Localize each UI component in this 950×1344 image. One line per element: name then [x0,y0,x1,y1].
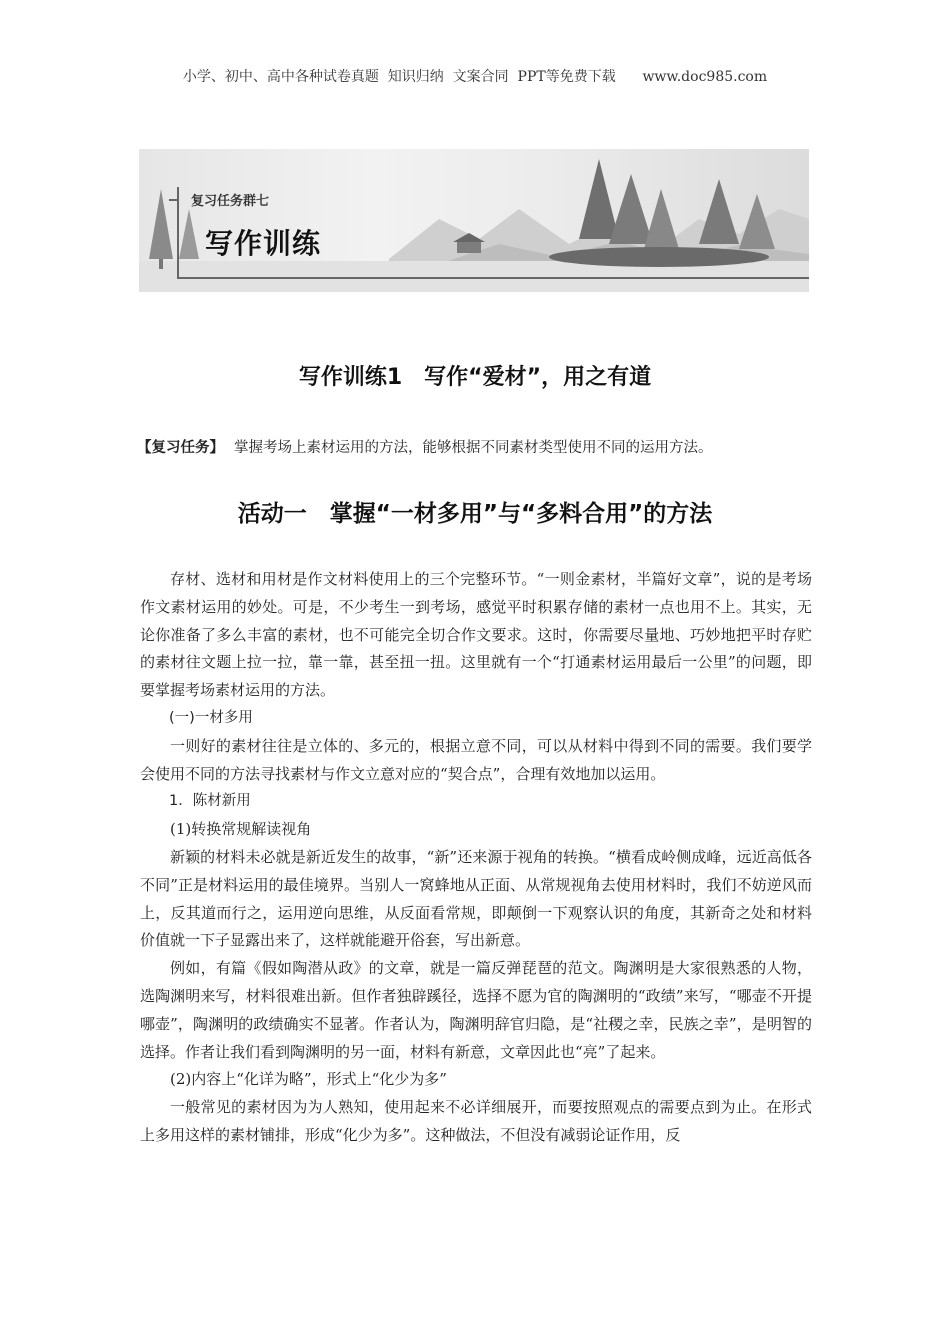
section-heading: 1．陈材新用 [169,793,251,810]
banner-horizontal-rule [177,277,809,279]
chapter-banner [139,149,809,292]
banner-title: 写作训练 [205,227,322,260]
paragraph: 新颖的材料未必就是新近发生的故事，“新”还来源于视角的转换。“横看成岭侧成峰，远近高低各不同”正是材料运用的最佳境界。当别人一窝蜂地从正面、从常规视角去使用材料时，我们不妨逆风而上，反其道而行之，运用逆向思维，从反面看常规，即颠倒一下观察认识的角度，其新奇之处和材料价值就一下子显露出来了，这样就能避开俗套，写出新意。 [140,847,812,950]
subsection-heading: (1)转换常规解读视角 [170,820,312,839]
activity-title: 活动一 掌握“一材多用”与“多料合用”的方法 [237,501,713,527]
paragraph: 存材、选材和用材是作文材料使用上的三个完整环节。“一则金素材，半篇好文章”，说的是考场作文素材运用的妙处。可是，不少考生一到考场，感觉平时积累存储的素材一点也用不上。其实，无论你准备了多么丰富的素材，也不可能完全切合作文要求。这时，你需要尽量地、巧妙地把平时存贮的素材往文题上拉一拉，靠一靠，甚至扭一扭。这里就有一个“打通素材运用最后一公里”的问题，即要掌握考场素材运用的方法。 [140,570,812,700]
lesson-title: 写作训练1 写作“爱材”，用之有道 [298,365,652,390]
paragraph: 一般常见的素材因为为人熟知，使用起来不必详细展开，而要按照观点的需要点到为止。在形式上多用这样的素材铺排，形成“化少为多”。这种做法，不但没有减弱论证作用，反 [140,1098,812,1144]
paragraph: 例如，有篇《假如陶潜从政》的文章，就是一篇反弹琵琶的范文。陶渊明是大家很熟悉的人物，选陶渊明来写，材料很难出新。但作者独辟蹊径，选择不愿为官的陶渊明的“政绩”来写，“哪壶不开提哪壶”，陶渊明的政绩确实不显著。作者认为，陶渊明辞官归隐，是“社稷之幸，民族之幸”，是明智的选择。作者让我们看到陶渊明的另一面，材料有新意，文章因此也“亮”了起来。 [140,959,812,1061]
paragraph: 一则好的素材往往是立体的、多元的，根据立意不同，可以从材料中得到不同的需要。我们要学会使用不同的方法寻找素材与作文立意对应的“契合点”，合理有效地加以运用。 [140,736,812,783]
body-text [140,566,812,1150]
subsection-heading: (2)内容上“化详为略”，形式上“化少为多” [170,1070,447,1089]
landscape-illustration [139,149,809,292]
review-task-text: 掌握考场上素材运用的方法，能够根据不同素材类型使用不同的运用方法。 [234,440,713,456]
banner-subtitle: 复习任务群七 [191,194,270,209]
review-task [137,436,713,457]
page-header: 小学、初中、高中各种试卷真题 知识归纳 文案合同 PPT等免费下载 www.doc985.com [182,69,768,85]
banner-tick-rule [169,199,179,201]
section-heading: (一)一材多用 [169,709,253,726]
review-task-label: 【复习任务】 [137,440,224,456]
